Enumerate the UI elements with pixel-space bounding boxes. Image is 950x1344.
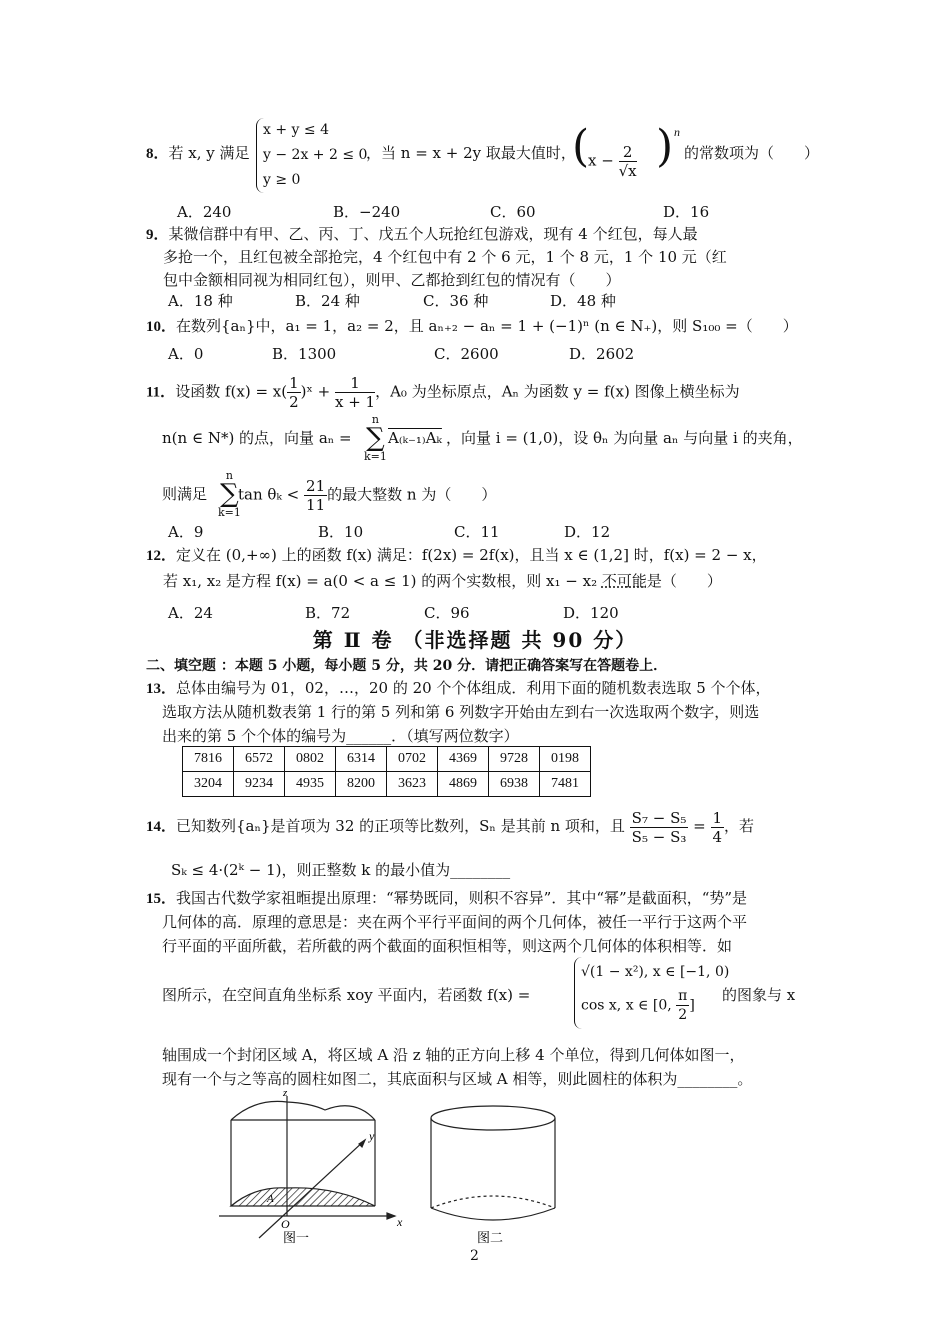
q11-sum-1-top: n xyxy=(371,413,379,426)
q8-fraction xyxy=(619,143,637,180)
q11-ratio-top: 21 xyxy=(306,477,326,495)
table-cell: 3623 xyxy=(387,772,438,797)
table-cell: 3204 xyxy=(183,772,234,797)
q12-text-2c: 是（ ） xyxy=(646,572,722,590)
q9-line-2: 多抢一个，且红包被全部抢完，4 个红包中有 2 个 6 元，1 个 8 元，1 个 10 元（红 xyxy=(163,248,727,266)
q10-option-c: C．2600 xyxy=(434,345,499,363)
section-subtitle: 二、填空题 ：本题 5 小题，每小题 5 分，共 20 分．请把正确答案写在答题卷上． xyxy=(146,658,668,674)
page-number: 2 xyxy=(470,1248,479,1264)
q15-line-4a: 图所示，在空间直角坐标系 xoy 平面内，若函数 f(x) = xyxy=(162,986,531,1004)
figure-1-caption: 图一 xyxy=(283,1231,310,1246)
q8-constraint-3: y ≥ 0 xyxy=(263,172,301,188)
section-title: 第 Ⅱ 卷 （非选择题 共 90 分） xyxy=(312,628,638,652)
q8-frac-bottom: √x xyxy=(618,162,637,180)
table-cell: 4935 xyxy=(285,772,336,797)
q14-ratio-top: S₇ − S₅ xyxy=(631,808,687,827)
q11-l3b: tan θₖ < xyxy=(238,485,300,504)
q9-option-d: D．48 种 xyxy=(550,292,616,310)
q15-piece-2b: ] xyxy=(689,997,695,1014)
table-cell: 7481 xyxy=(540,772,591,797)
q15-line-1 xyxy=(146,888,747,909)
q14-quarter xyxy=(711,809,725,846)
q13-text-1: 总体由编号为 01，02，…，20 的 20 个个体组成．利用下面的随机数表选取 5 个个体， xyxy=(176,679,771,697)
q14-equals: = xyxy=(693,817,706,835)
table-row xyxy=(183,747,591,772)
table-cell: 4869 xyxy=(438,772,489,797)
fig1-axis-z: z xyxy=(283,1088,288,1099)
q12-number: 12． xyxy=(146,548,177,564)
q12-line-2 xyxy=(163,571,722,591)
q8-constraint-1: x + y ≤ 4 xyxy=(263,122,329,138)
q10-number: 10． xyxy=(146,319,177,335)
random-number-table xyxy=(182,746,591,797)
q11-line-3a: 则满足 xyxy=(162,485,208,503)
q11-half xyxy=(287,374,301,411)
table-cell: 0198 xyxy=(540,747,591,772)
q14-text-1a: 已知数列{aₙ}是首项为 32 的正项等比数列，Sₙ 是其前 n 项和，且 xyxy=(176,817,625,835)
q8-pre: 若 x, y 满足 xyxy=(168,144,250,162)
table-cell: 6938 xyxy=(489,772,540,797)
table-cell: 9728 xyxy=(489,747,540,772)
q11-l1b: )ˣ + xyxy=(300,382,331,401)
q10-text: 在数列{aₙ}中，a₁ = 1，a₂ = 2，且 aₙ₊₂ − aₙ = 1 + (−1)ⁿ (n ∈ N₊)，则 S₁₀₀ =（ ） xyxy=(176,317,798,335)
q8-exponent: n xyxy=(674,125,680,139)
q8-option-c: C．60 xyxy=(490,203,536,221)
q12-line-1 xyxy=(146,545,767,566)
q14-quarter-bottom: 4 xyxy=(712,827,723,846)
q11-sum-1 xyxy=(364,413,387,463)
q11-l1c: ，A₀ 为坐标原点，Aₙ 为函数 y = f(x) 图像上横坐标为 xyxy=(375,382,740,401)
q11-sum-2-symbol: ∑ xyxy=(220,479,239,509)
q11-half-top: 1 xyxy=(289,374,299,392)
q9-line-1 xyxy=(146,224,698,245)
q15-line-6: 现有一个与之等高的圆柱如图二，其底面积与区域 A 相等，则此圆柱的体积为________。 xyxy=(162,1070,753,1088)
q15-line-3: 行平面的平面所截，若所截的两个截面的面积恒相等，则这两个几何体的体积相等．如 xyxy=(162,937,733,955)
q11-inverse xyxy=(335,374,375,411)
q13-line-2: 选取方法从随机数表第 1 行的第 5 列和第 6 列数字开始由左到右一次选取两个数字，则选 xyxy=(162,703,760,721)
q11-sum-1-bottom: k=1 xyxy=(364,450,387,463)
q14-number: 14． xyxy=(146,819,177,835)
table-cell: 6572 xyxy=(234,747,285,772)
q14-text-1b: ，若 xyxy=(724,817,755,835)
q15-pi-top: π xyxy=(678,988,688,1004)
q9-number: 9． xyxy=(146,227,169,243)
table-cell: 7816 xyxy=(183,747,234,772)
q15-line-2: 几何体的高．原理的意思是：夹在两个平行平面间的两个几何体，被任一平行于这两个平 xyxy=(162,913,748,931)
q11-option-d: D．12 xyxy=(564,523,611,541)
table-cell: 6314 xyxy=(336,747,387,772)
q13-line-3: 出来的第 5 个个体的编号为______．（填写两位数字） xyxy=(162,727,519,745)
q8-post: 的常数项为（ ） xyxy=(684,144,820,162)
q12-option-d: D．120 xyxy=(563,604,619,622)
q15-line-5: 轴围成一个封闭区域 A，将区域 A 沿 z 轴的正方向上移 4 个单位，得到几何体如图一， xyxy=(162,1046,745,1064)
q8-option-a: A．240 xyxy=(177,203,232,221)
fig1-origin: O xyxy=(281,1217,290,1231)
q8-option-b: B．−240 xyxy=(333,203,401,221)
table-cell: 4369 xyxy=(438,747,489,772)
q11-option-b: B．10 xyxy=(318,523,364,541)
table-cell: 9234 xyxy=(234,772,285,797)
table-cell: 0802 xyxy=(285,747,336,772)
q10-option-d: D．2602 xyxy=(569,345,635,363)
q14-ratio-bottom: S₅ − S₃ xyxy=(631,827,687,846)
q12-option-b: B．72 xyxy=(305,604,351,622)
q12-emphasis: 不可能 xyxy=(601,572,647,590)
q8-expr-left: x − xyxy=(588,151,614,170)
q14-ratio xyxy=(630,809,689,846)
q8-frac-top: 2 xyxy=(619,143,637,162)
q14-line-2: Sₖ ≤ 4·(2ᵏ − 1)，则正整数 k 的最小值为________ xyxy=(171,861,511,879)
q9-option-a: A．18 种 xyxy=(168,292,233,310)
q11-vector-sum-term: A₍ₖ₋₁₎Aₖ xyxy=(388,429,442,447)
q9-option-c: C．36 种 xyxy=(423,292,489,310)
q8-number: 8． xyxy=(146,146,169,162)
figure-1 xyxy=(219,1096,395,1238)
q11-ratio-bottom: 11 xyxy=(306,496,326,514)
q11-line-3 xyxy=(238,477,496,514)
q10-option-b: B．1300 xyxy=(272,345,337,363)
q11-sum-1-symbol: ∑ xyxy=(366,423,385,453)
figure-2-caption: 图二 xyxy=(477,1231,504,1246)
q8-right-paren: ) xyxy=(656,121,674,172)
q11-line-1 xyxy=(146,374,740,411)
q15-pi-bottom: 2 xyxy=(678,1007,688,1023)
q11-l1a: 设函数 f(x) = x( xyxy=(175,382,288,401)
q8-option-d: D．16 xyxy=(663,203,710,221)
q11-ratio xyxy=(304,477,327,514)
table-row xyxy=(183,772,591,797)
q11-l3c: 的最大整数 n 为（ ） xyxy=(327,485,497,504)
q12-text-1: 定义在 (0,+∞) 上的函数 f(x) 满足：f(2x) = 2f(x)，且当 x ∈ (1,2] 时，f(x) = 2 − x， xyxy=(176,546,767,564)
q8-constraint-system xyxy=(256,118,367,193)
q11-half-bottom: 2 xyxy=(289,393,299,411)
fig1-region-label: A xyxy=(267,1193,274,1205)
q9-option-b: B．24 种 xyxy=(295,292,360,310)
fig1-axis-y: y xyxy=(369,1129,375,1143)
q12-text-2a: 若 x₁, x₂ 是方程 f(x) = a(0 < a ≤ 1) 的两个实数根，则 x₁ − x₂ xyxy=(163,572,602,590)
figure-2 xyxy=(431,1106,555,1220)
figures-svg xyxy=(215,1088,575,1248)
q15-piece-2a: cos x, x ∈ [0, xyxy=(581,997,672,1014)
q11-line-2a: n(n ∈ N*) 的点，向量 aₙ = xyxy=(162,429,352,447)
q15-piece-1: √(1 − x²), x ∈ [−1, 0) xyxy=(581,964,730,980)
q15-line-4b: 的图象与 x xyxy=(722,986,796,1004)
q8-constraint-2: y − 2x + 2 ≤ 0 xyxy=(263,147,368,163)
q13-line-1 xyxy=(146,678,771,699)
q10-option-a: A．0 xyxy=(168,345,204,363)
table-cell: 0702 xyxy=(387,747,438,772)
q12-option-c: C．96 xyxy=(424,604,470,622)
q11-inv-bottom: x + 1 xyxy=(334,393,376,411)
q11-line-2c: ，向量 i = (1,0)，设 θₙ 为向量 aₙ 与向量 i 的夹角， xyxy=(446,429,803,447)
q8-prefix xyxy=(146,143,250,164)
q11-sum-2-bottom: k=1 xyxy=(218,506,241,519)
q15-text-1: 我国古代数学家祖暅提出原理：“幂势既同，则积不容异”．其中“幂”是截面积，“势”是 xyxy=(176,889,748,907)
q14-line-1 xyxy=(146,807,754,846)
q8-expr xyxy=(588,143,637,180)
fig1-axis-x: x xyxy=(397,1215,403,1229)
table-cell: 8200 xyxy=(336,772,387,797)
q11-inv-top: 1 xyxy=(335,374,375,393)
q14-quarter-top: 1 xyxy=(712,808,723,827)
q15-number: 15． xyxy=(146,891,177,907)
q8-mid: ，当 n = x + 2y 取最大值时， xyxy=(366,144,576,162)
q11-sum-2-top: n xyxy=(225,469,233,482)
q11-option-c: C．11 xyxy=(454,523,500,541)
q11-option-a: A．9 xyxy=(168,523,204,541)
q9-line-3: 包中金额相同视为相同红包），则甲、乙都抢到红包的情况有（ ） xyxy=(163,271,621,289)
q9-text-1: 某微信群中有甲、乙、丙、丁、戊五个人玩抢红包游戏，现有 4 个红包，每人最 xyxy=(168,225,698,243)
q12-option-a: A．24 xyxy=(168,604,213,622)
q15-pi-half xyxy=(676,987,689,1024)
q13-number: 13． xyxy=(146,681,177,697)
q15-piece-2 xyxy=(581,987,729,1024)
q8-left-paren: ( xyxy=(572,121,590,172)
q11-number: 11． xyxy=(146,384,176,401)
q10-line xyxy=(146,316,798,337)
q15-piecewise xyxy=(574,957,729,1029)
